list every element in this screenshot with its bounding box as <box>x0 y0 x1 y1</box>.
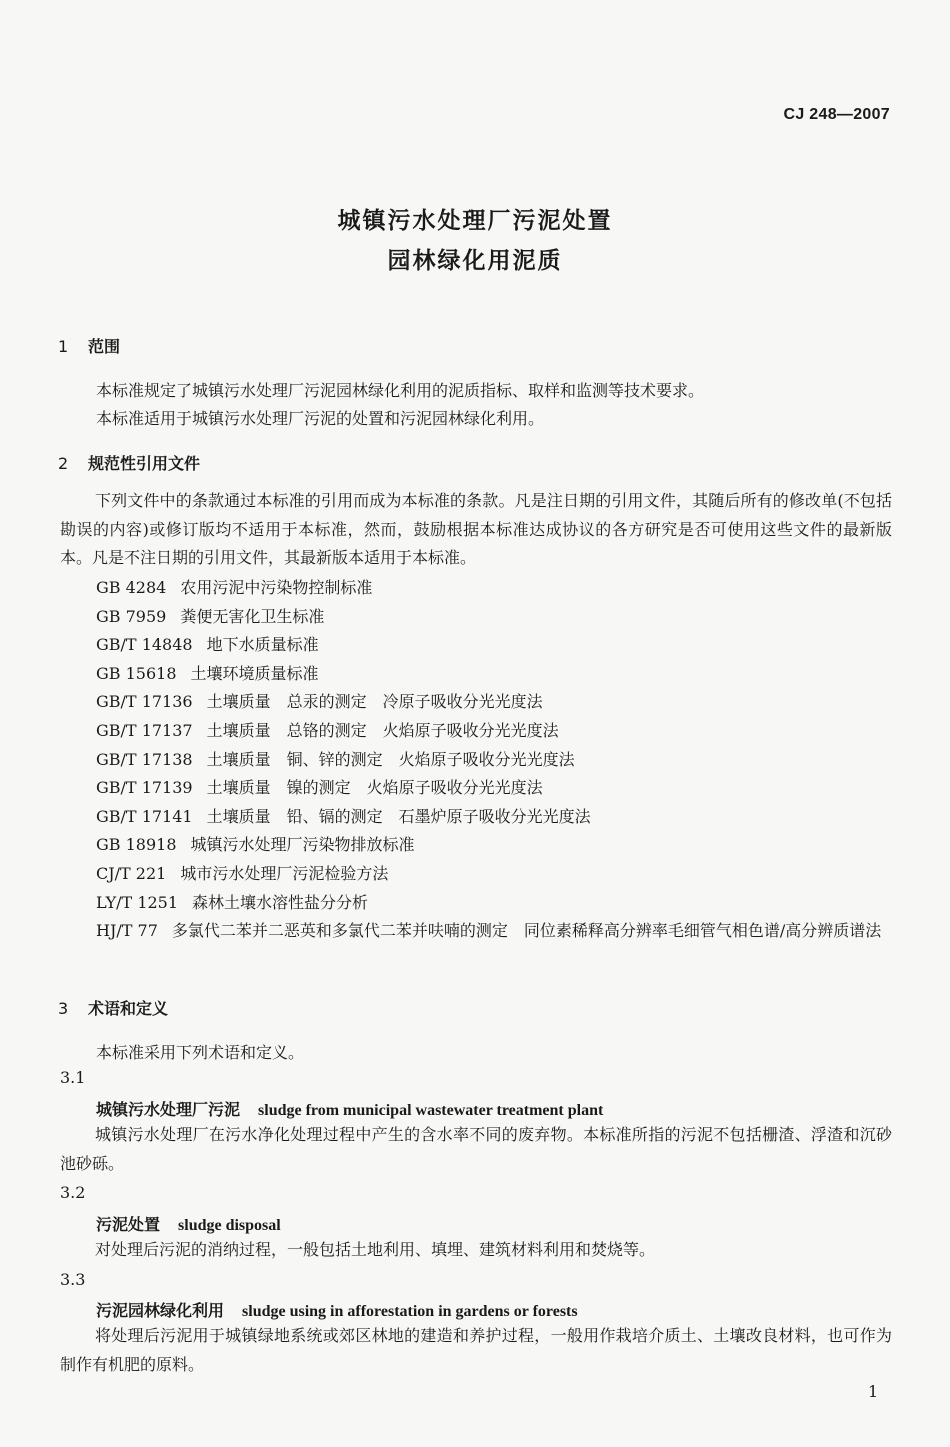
reference-title: 土壤质量 铜、锌的测定 火焰原子吸收分光光度法 <box>206 749 575 769</box>
reference-title: 土壤质量 镍的测定 火焰原子吸收分光光度法 <box>206 778 543 798</box>
reference-title: 多氯代二苯并二恶英和多氯代二苯并呋喃的测定 同位素稀释高分辨率毛细管气相色谱/高分辨质谱法 <box>171 921 882 941</box>
reference-item <box>96 603 896 632</box>
reference-item <box>96 774 896 803</box>
reference-code: LY/T 1251 <box>96 892 179 912</box>
reference-item <box>96 631 896 660</box>
reference-item <box>96 831 896 860</box>
section-3-heading <box>58 996 168 1019</box>
reference-title: 土壤质量 总铬的测定 火焰原子吸收分光光度法 <box>206 720 559 740</box>
section-number: 3 <box>58 999 69 1018</box>
reference-code: HJ/T 77 <box>96 921 158 941</box>
reference-title: 地下水质量标准 <box>206 635 319 655</box>
section-1-paragraph-1: 本标准规定了城镇污水处理厂污泥园林绿化利用的泥质指标、取样和监测等技术要求。 <box>96 381 705 400</box>
reference-code: GB/T 17137 <box>96 720 193 740</box>
reference-title: 土壤环境质量标准 <box>190 663 319 683</box>
reference-code: GB/T 14848 <box>96 635 193 655</box>
reference-title: 城镇污水处理厂污染物排放标准 <box>190 835 415 855</box>
reference-code: GB 4284 <box>96 578 167 597</box>
section-title: 术语和定义 <box>88 999 169 1018</box>
reference-code: GB/T 17136 <box>96 692 193 712</box>
term-english: sludge from municipal wastewater treatment plant <box>258 1102 604 1119</box>
reference-title: 粪便无害化卫生标准 <box>180 606 325 626</box>
reference-title: 城市污水处理厂污泥检验方法 <box>180 863 389 883</box>
term-english: sludge disposal <box>178 1217 281 1234</box>
reference-code: GB 18918 <box>96 835 177 855</box>
term-english: sludge using in afforestation in gardens or forests <box>242 1303 578 1320</box>
term-chinese: 污泥处置 <box>96 1215 161 1234</box>
term-heading <box>96 1097 603 1120</box>
reference-title: 森林土壤水溶性盐分分析 <box>192 892 369 912</box>
reference-title: 土壤质量 铅、镉的测定 石墨炉原子吸收分光光度法 <box>206 806 591 826</box>
section-1-paragraph-2: 本标准适用于城镇污水处理厂污泥的处置和污泥园林绿化利用。 <box>96 409 545 428</box>
reference-item <box>96 574 896 603</box>
reference-title: 土壤质量 总汞的测定 冷原子吸收分光光度法 <box>206 692 543 712</box>
term-heading <box>96 1298 578 1321</box>
standard-code: CJ 248—2007 <box>783 106 890 123</box>
document-title-line2: 园林绿化用泥质 <box>387 248 563 274</box>
term-chinese: 污泥园林绿化利用 <box>96 1301 225 1320</box>
term-chinese: 城镇污水处理厂污泥 <box>96 1100 241 1119</box>
clause-number: 3.1 <box>60 1068 86 1087</box>
section-title: 范围 <box>88 337 121 356</box>
reference-item <box>96 803 896 832</box>
reference-item <box>96 717 896 746</box>
reference-code: GB 7959 <box>96 606 167 626</box>
section-2-intro: 下列文件中的条款通过本标准的引用而成为本标准的条款。凡是注日期的引用文件，其随后所有的修改单(不包括勘误的内容)或修订版均不适用于本标准，然而，鼓励根据本标准达成协议的各方研究是否可使用这些文件的最新版本。凡是不注日期的引用文件，其最新版本适用于本标准。 <box>60 491 892 567</box>
reference-title: 农用污泥中污染物控制标准 <box>180 578 373 597</box>
reference-code: CJ/T 221 <box>96 863 167 883</box>
reference-item <box>96 660 896 689</box>
clause-number: 3.2 <box>60 1183 86 1202</box>
reference-item <box>96 746 896 775</box>
section-number: 1 <box>58 337 69 356</box>
term-definition: 对处理后污泥的消纳过程，一般包括土地利用、填埋、建筑材料利用和焚烧等。 <box>95 1240 656 1259</box>
section-title: 规范性引用文件 <box>88 454 201 473</box>
reference-code: GB/T 17139 <box>96 778 193 798</box>
reference-item <box>96 860 896 889</box>
section-1-heading <box>58 334 120 357</box>
reference-item <box>96 889 896 918</box>
section-3-intro: 本标准采用下列术语和定义。 <box>96 1043 305 1062</box>
page-number: 1 <box>868 1382 879 1401</box>
section-number: 2 <box>58 454 69 473</box>
clause-number: 3.3 <box>60 1270 86 1289</box>
reference-item <box>60 917 892 946</box>
term-definition: 城镇污水处理厂在污水净化处理过程中产生的含水率不同的废弃物。本标准所指的污泥不包括栅渣、浮渣和沉砂池砂砾。 <box>60 1125 892 1173</box>
reference-list <box>96 574 896 946</box>
reference-code: GB/T 17141 <box>96 806 193 826</box>
term-definition: 将处理后污泥用于城镇绿地系统或郊区林地的建造和养护过程，一般用作栽培介质土、土壤改良材料，也可作为制作有机肥的原料。 <box>60 1326 892 1374</box>
reference-item <box>96 688 896 717</box>
reference-code: GB 15618 <box>96 663 177 683</box>
document-title-line1: 城镇污水处理厂污泥处置 <box>337 208 613 234</box>
term-heading <box>96 1212 281 1235</box>
section-2-heading <box>58 451 200 474</box>
reference-code: GB/T 17138 <box>96 749 193 769</box>
